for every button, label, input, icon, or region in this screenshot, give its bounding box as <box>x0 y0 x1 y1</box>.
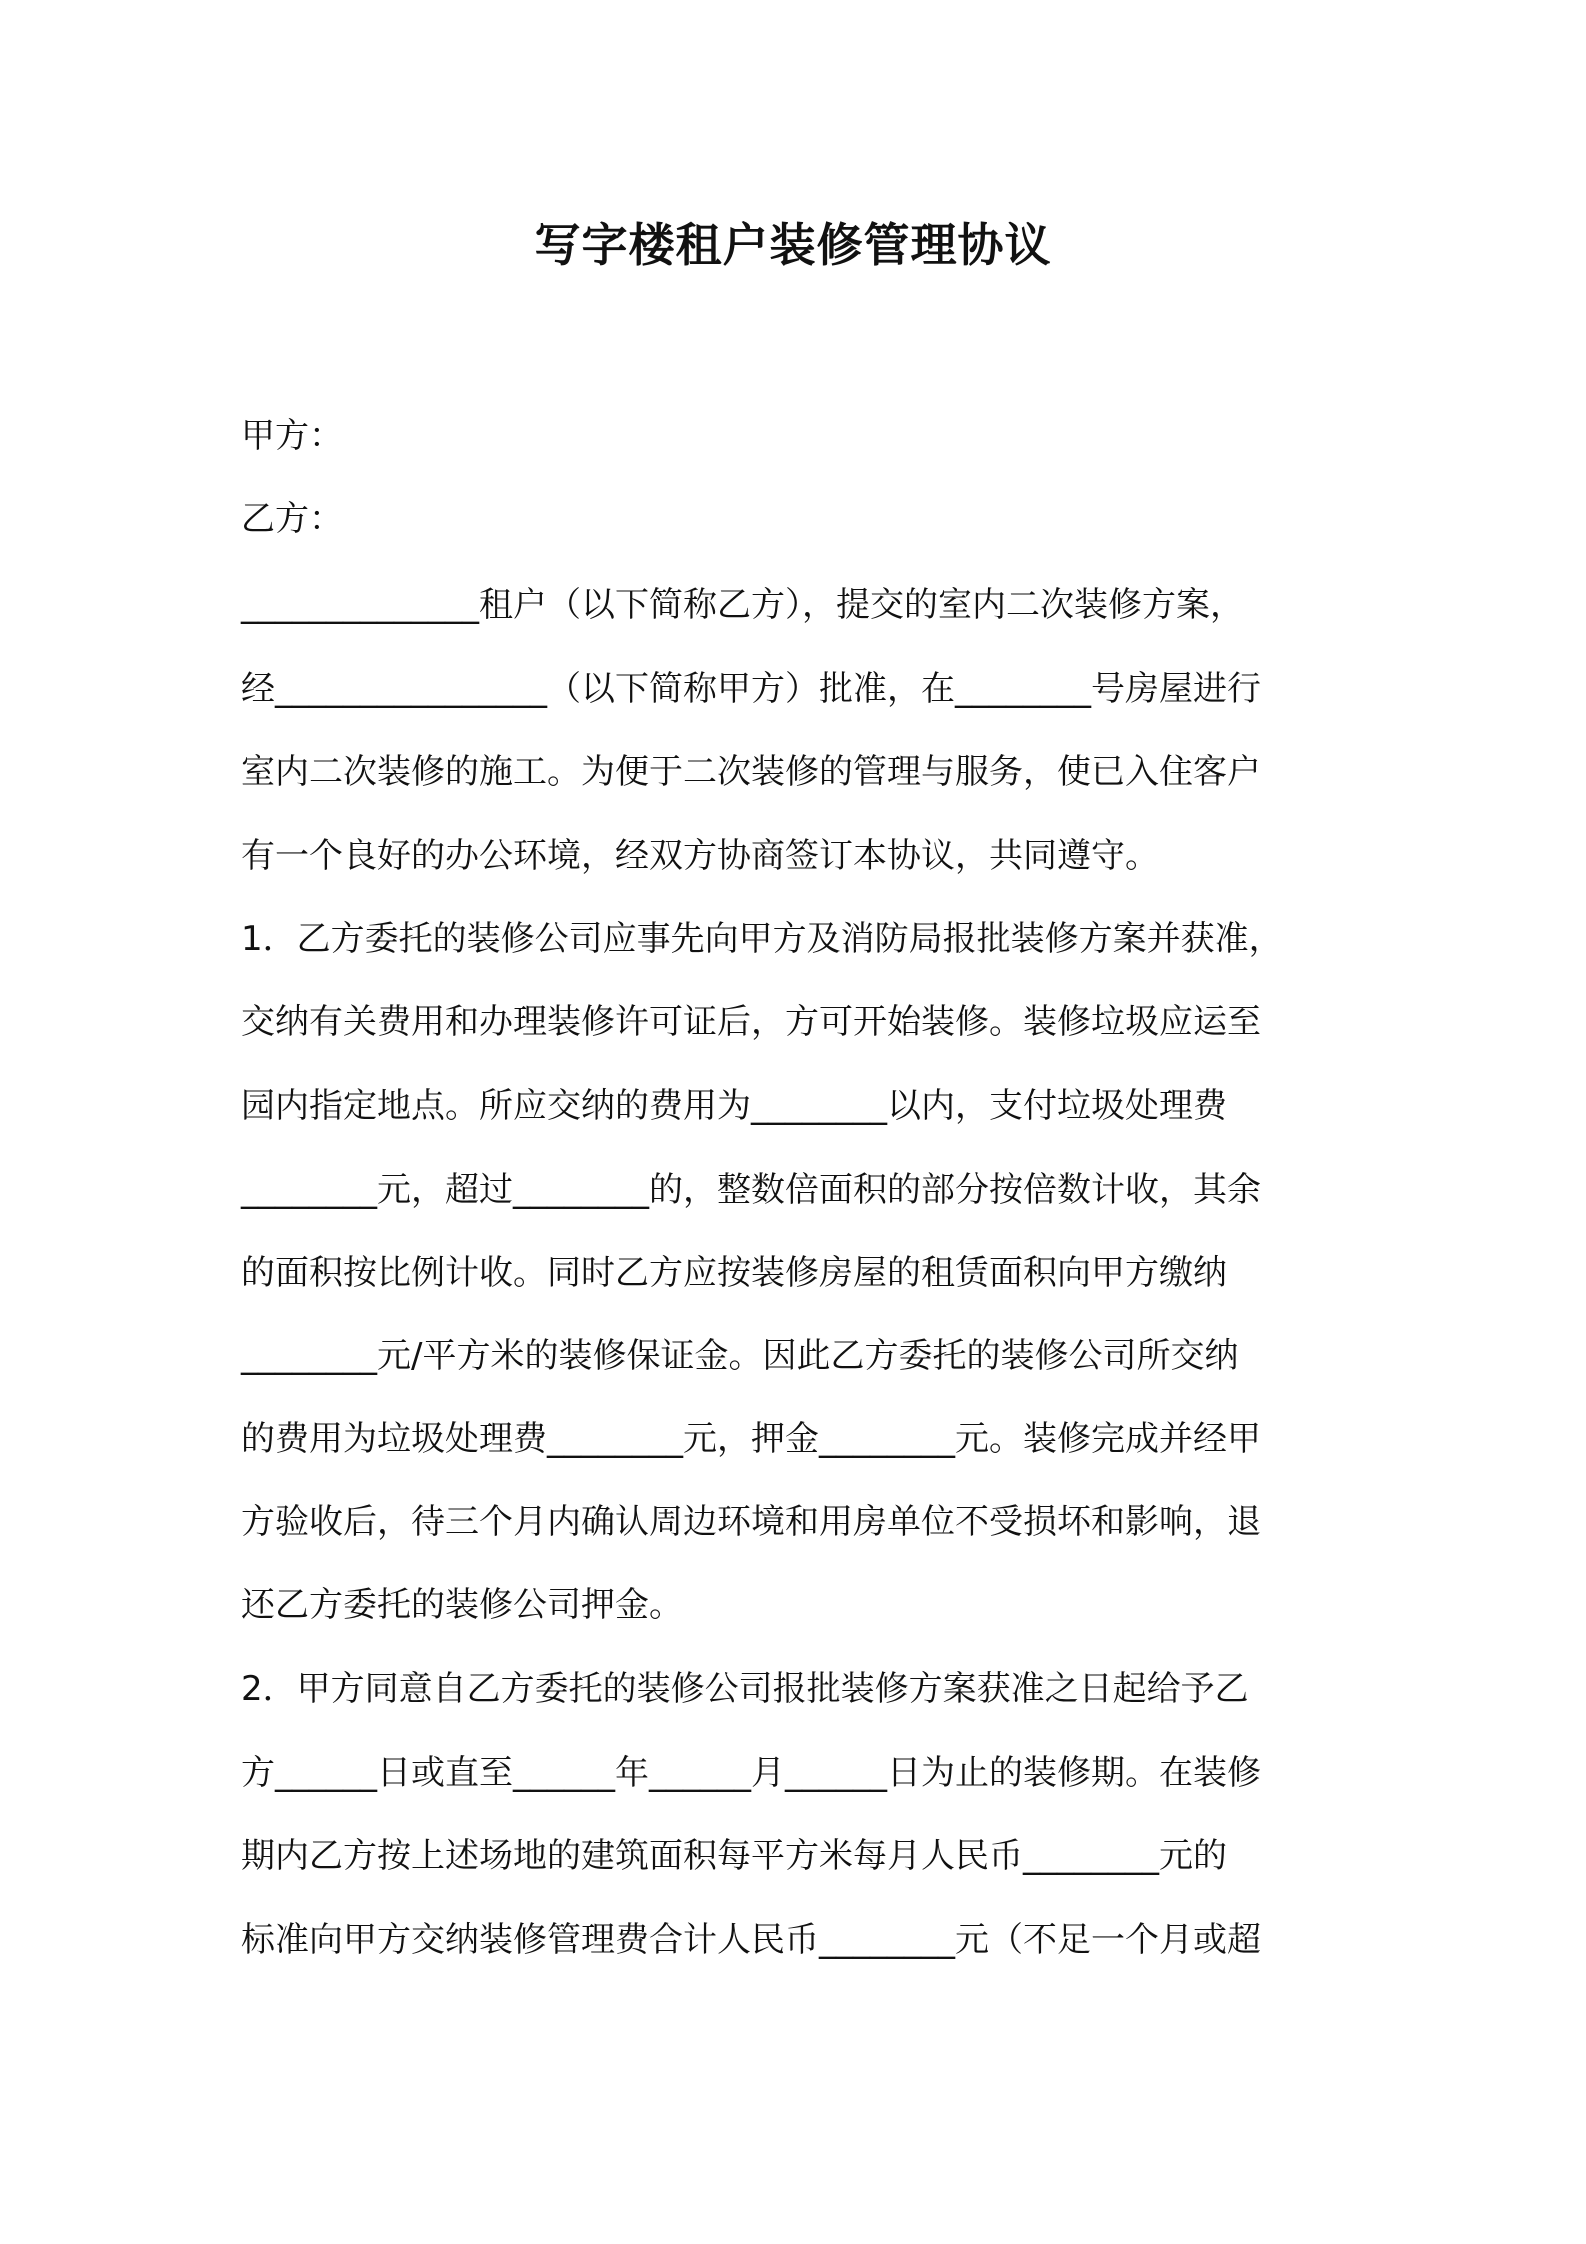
clause-1-line: ________元/平方米的装修保证金。因此乙方委托的装修公司所交纳 <box>241 1336 1239 1376</box>
document-title: 写字楼租户装修管理协议 <box>534 218 1052 272</box>
clause-2-line: 标准向甲方交纳装修管理费合计人民币________元（不足一个月或超 <box>241 1920 1261 1960</box>
paragraph-line: 有一个良好的办公环境，经双方协商签订本协议，共同遵守。 <box>241 836 1159 876</box>
paragraph-line: 经________________（以下简称甲方）批准，在________号房屋进行 <box>241 669 1261 709</box>
clause-1-line: 园内指定地点。所应交纳的费用为________以内，支付垃圾处理费 <box>241 1086 1227 1126</box>
clause-2-line: 期内乙方按上述场地的建筑面积每平方米每月人民币________元的 <box>241 1836 1227 1876</box>
clause-1-line: 方验收后，待三个月内确认周边环境和用房单位不受损坏和影响，退 <box>241 1502 1261 1542</box>
clause-1-line: 还乙方委托的装修公司押金。 <box>241 1585 683 1625</box>
paragraph-line: ______________租户（以下简称乙方），提交的室内二次装修方案， <box>241 585 1244 625</box>
clause-1-line: 的费用为垃圾处理费________元，押金________元。装修完成并经甲 <box>241 1419 1261 1459</box>
clause-1-line: 1．乙方委托的装修公司应事先向甲方及消防局报批装修方案并获准， <box>241 919 1283 959</box>
party-a-line: 甲方： <box>241 416 343 456</box>
party-b-line: 乙方： <box>241 499 343 539</box>
clause-1-line: ________元，超过________的，整数倍面积的部分按倍数计收，其余 <box>241 1170 1261 1210</box>
clause-2-line: 2．甲方同意自乙方委托的装修公司报批装修方案获准之日起给予乙 <box>241 1669 1249 1709</box>
clause-1-line: 的面积按比例计收。同时乙方应按装修房屋的租赁面积向甲方缴纳 <box>241 1253 1227 1293</box>
clause-2-line: 方______日或直至______年______月______日为止的装修期。在装修 <box>241 1753 1261 1793</box>
clause-1-line: 交纳有关费用和办理装修许可证后，方可开始装修。装修垃圾应运至 <box>241 1002 1261 1042</box>
paragraph-line: 室内二次装修的施工。为便于二次装修的管理与服务，使已入住客户 <box>241 752 1261 792</box>
